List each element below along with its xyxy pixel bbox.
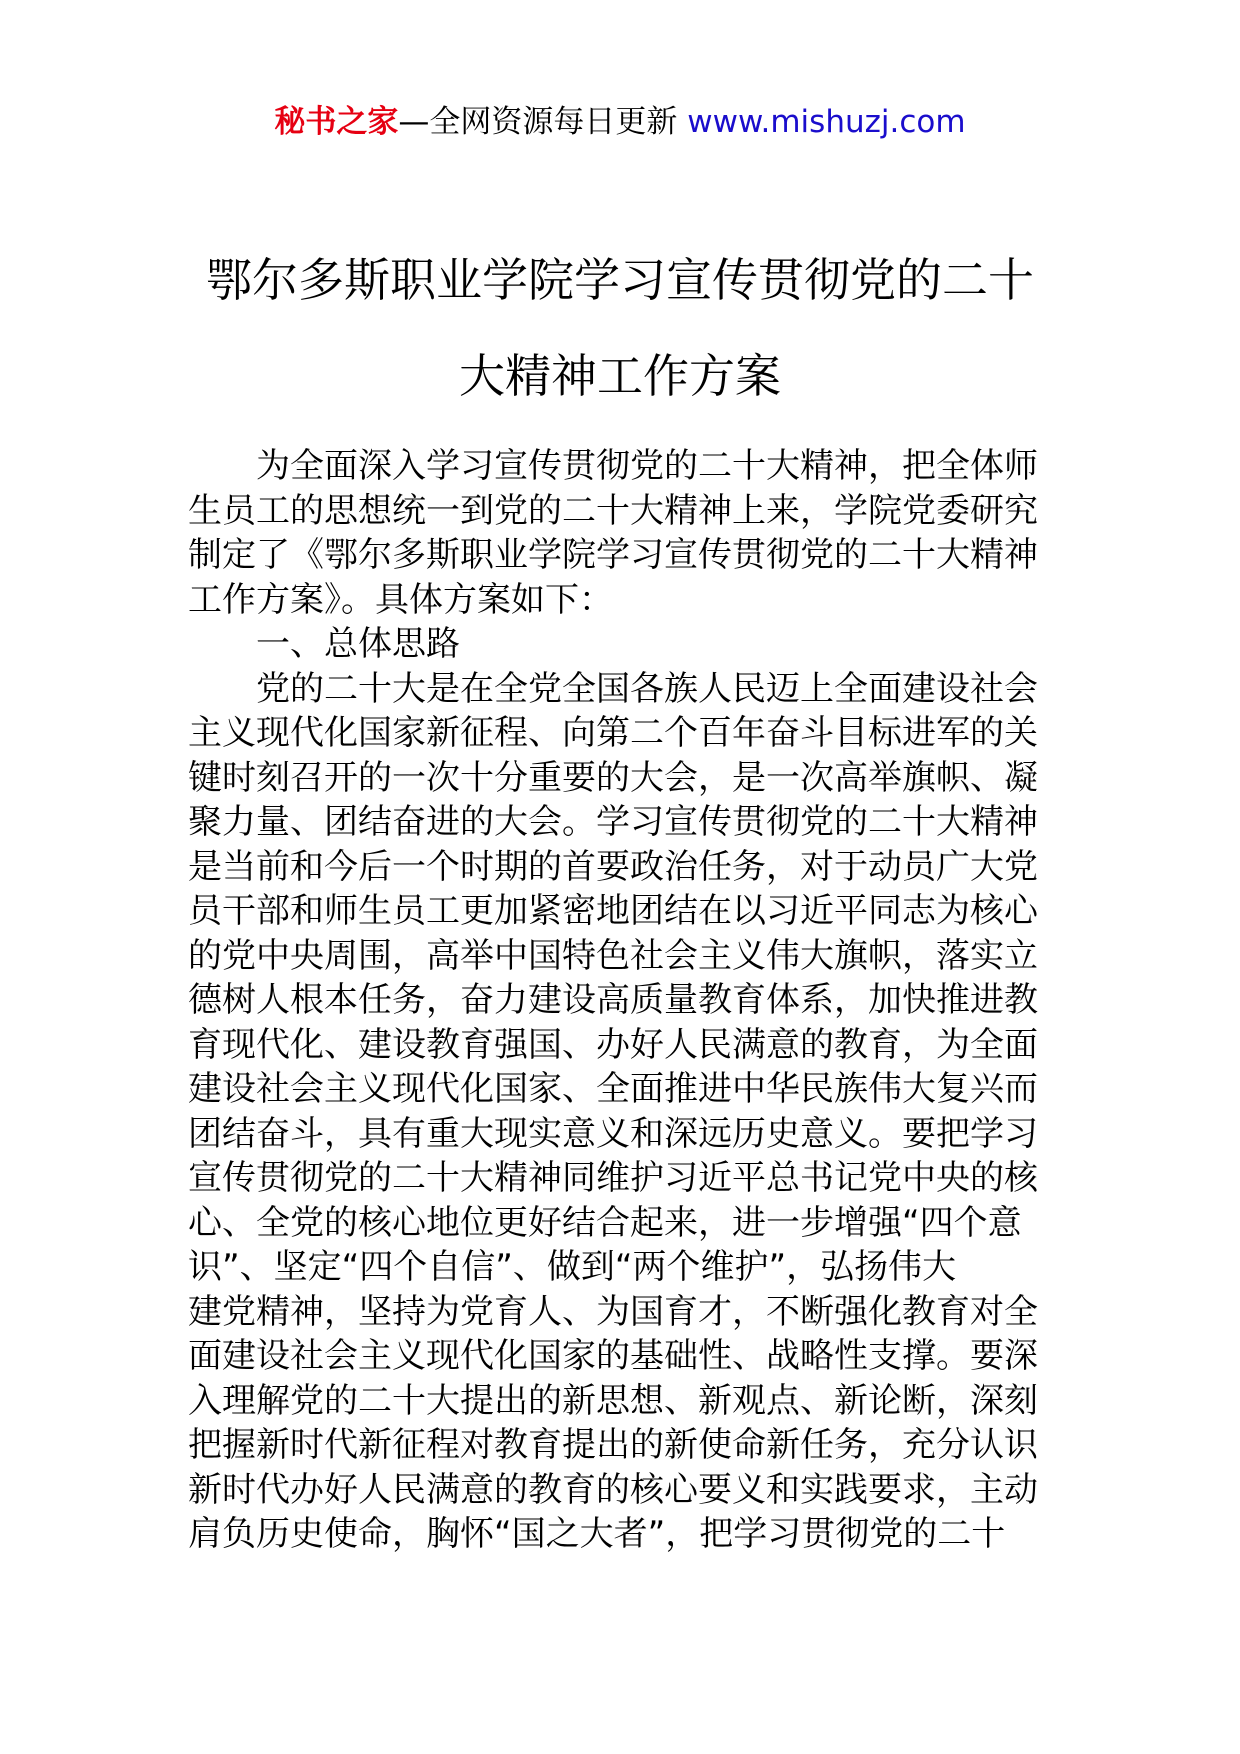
document-body bbox=[188, 444, 1054, 1557]
title-line-1: 鄂尔多斯职业学院学习宣传贯彻党的二十 bbox=[206, 253, 1034, 307]
brand-name: 秘书之家 bbox=[274, 104, 399, 140]
site-header bbox=[0, 100, 1240, 144]
section-heading: 一、总体思路 bbox=[256, 624, 460, 664]
title-line-2: 大精神工作方案 bbox=[459, 349, 781, 403]
intro-paragraph: 为全面深入学习宣传贯彻党的二十大精神，把全体师 生员工的思想统一到党的二十大精神上来，学院党委研究 制定了《鄂尔多斯职业学院学习宣传贯彻党的二十大精神 工作方案》。具体方案如下： bbox=[188, 446, 1038, 620]
section-paragraph: 党的二十大是在全党全国各族人民迈上全面建设社会 主义现代化国家新征程、向第二个百年奋斗目标进军的关 键时刻召开的一次十分重要的大会，是一次高举旗帜、凝 聚力量、团结奋进的大会。学习宣传贯彻党的二十大精神 是当前和今后一个时期的首要政治任务，对于动员广大党 员干部和师生员工更加紧密地团结在以习近平同志为核心 的党中央周围，高举中国特色社会主义伟大旗帜，落实立 德树人根本任务，奋力建设高质量教育体系，加快推进教 育现代化、建设教育强国、办好人民满意的教育，为全面 建设社会主义现代化国家、全面推进中华民族伟大复兴而 团结奋斗，具有重大现实意义和深远历史意义。要把学习 宣传贯彻党的二十大精神同维护习近平总书记党中央的核 心、全党的核心地位更好结合起来，进一步增强“四个意 识”、坚定“四个自信”、做到“两个维护”，弘扬伟大 建党精神，坚持为党育人、为国育才，不断强化教育对全 面建设社会主义现代化国家的基础性、战略性支撑。要深 入理解党的二十大提出的新思想、新观点、新论断，深刻 把握新时代新征程对教育提出的新使命新任务，充分认识 新时代办好人民满意的教育的核心要义和实践要求，主动 肩负历史使命，胸怀“国之大者”，把学习贯彻党的二十 bbox=[188, 668, 1038, 1554]
site-url[interactable]: www.mishuzj.com bbox=[687, 104, 966, 140]
document-title bbox=[0, 232, 1240, 424]
header-tagline: —全网资源每日更新 bbox=[398, 104, 688, 140]
